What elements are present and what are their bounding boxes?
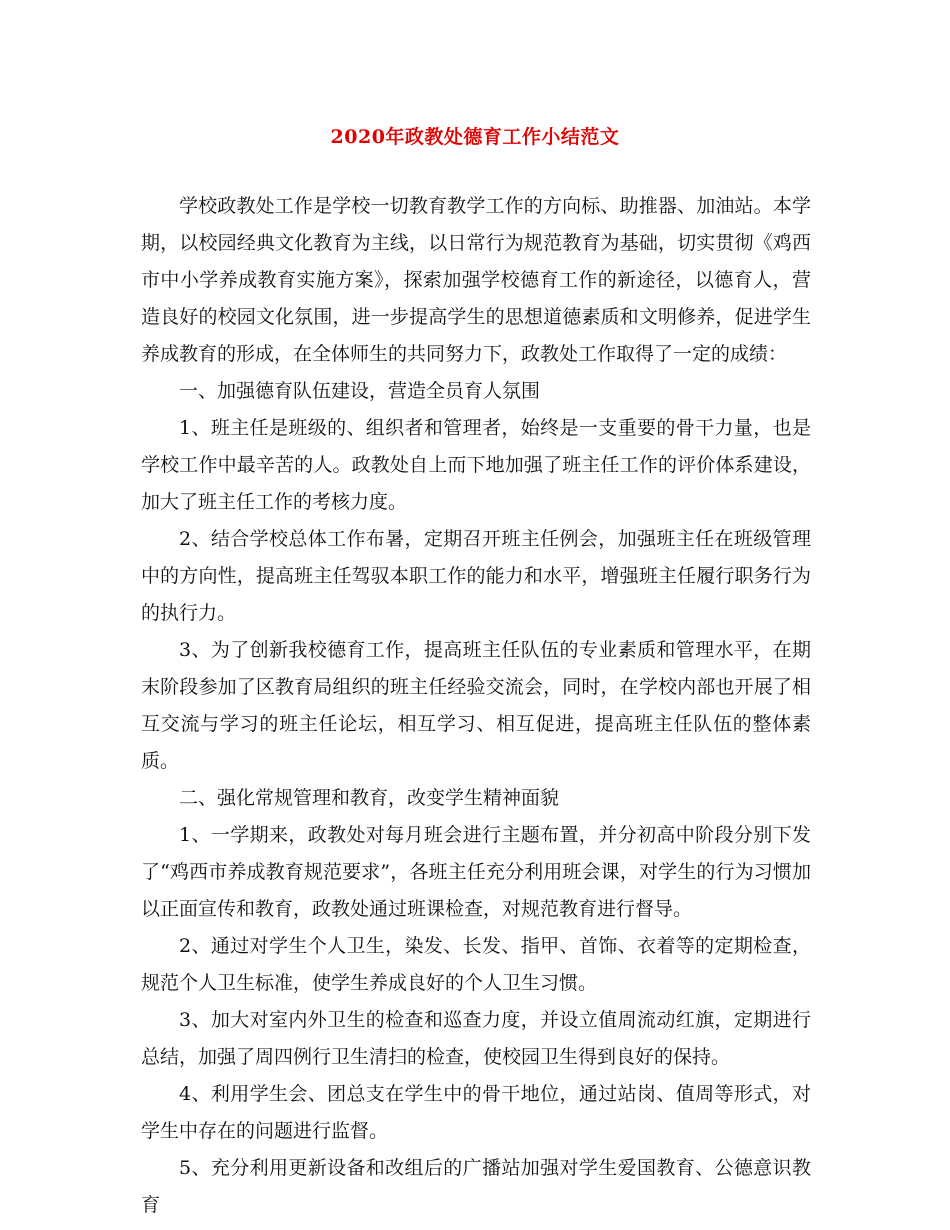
paragraph-1-1: 1、班主任是班级的、组织者和管理者，始终是一支重要的骨干力量，也是学校工作中最辛苦的人。政教处自上而下地加强了班主任工作的评价体系建设，加大了班主任工作的考核力度。 [141, 417, 811, 513]
paragraph-1-3: 3、为了创新我校德育工作，提高班主任队伍的专业素质和管理水平，在期末阶段参加了区教育局组织的班主任经验交流会，同时，在学校内部也开展了相互交流与学习的班主任论坛，相互学习、相互促进，提高班主任队伍的整体素质。 [141, 639, 811, 772]
section-heading-2: 二、强化常规管理和教育，改变学生精神面貌 [179, 787, 560, 809]
document-body [141, 188, 811, 1224]
section-heading-1: 一、加强德育队伍建设，营造全员育人氛围 [179, 380, 541, 402]
paragraph-2-4: 4、利用学生会、团总支在学生中的骨干地位，通过站岗、值周等形式，对学生中存在的问题进行监督。 [141, 1083, 811, 1142]
paragraph-intro: 学校政教处工作是学校一切教育教学工作的方向标、助推器、加油站。本学期，以校园经典文化教育为主线，以日常行为规范教育为基础，切实贯彻《鸡西市中小学养成教育实施方案》，探索加强学校德育工作的新途径，以德育人，营造良好的校园文化氛围，进一步提高学生的思想道德素质和文明修养，促进学生养成教育的形成，在全体师生的共同努力下，政教处工作取得了一定的成绩： [141, 195, 811, 365]
paragraph-2-1: 1、一学期来，政教处对每月班会进行主题布置，并分初高中阶段分别下发了“鸡西市养成教育规范要求”，各班主任充分利用班会课，对学生的行为习惯加以正面宣传和教育，政教处通过班课检查，对规范教育进行督导。 [141, 824, 811, 920]
paragraph-2-2: 2、通过对学生个人卫生，染发、长发、指甲、首饰、衣着等的定期检查，规范个人卫生标准，使学生养成良好的个人卫生习惯。 [141, 935, 811, 994]
paragraph-2-5: 5、充分利用更新设备和改组后的广播站加强对学生爱国教育、公德意识教育 [141, 1157, 811, 1216]
paragraph-2-3: 3、加大对室内外卫生的检查和巡查力度，并设立值周流动红旗，定期进行总结，加强了周四例行卫生清扫的检查，使校园卫生得到良好的保持。 [141, 1009, 811, 1068]
document-title: 2020年政教处德育工作小结范文 [330, 126, 620, 148]
paragraph-1-2: 2、结合学校总体工作布暑，定期召开班主任例会，加强班主任在班级管理中的方向性，提高班主任驾驭本职工作的能力和水平，增强班主任履行职务行为的执行力。 [141, 528, 811, 624]
